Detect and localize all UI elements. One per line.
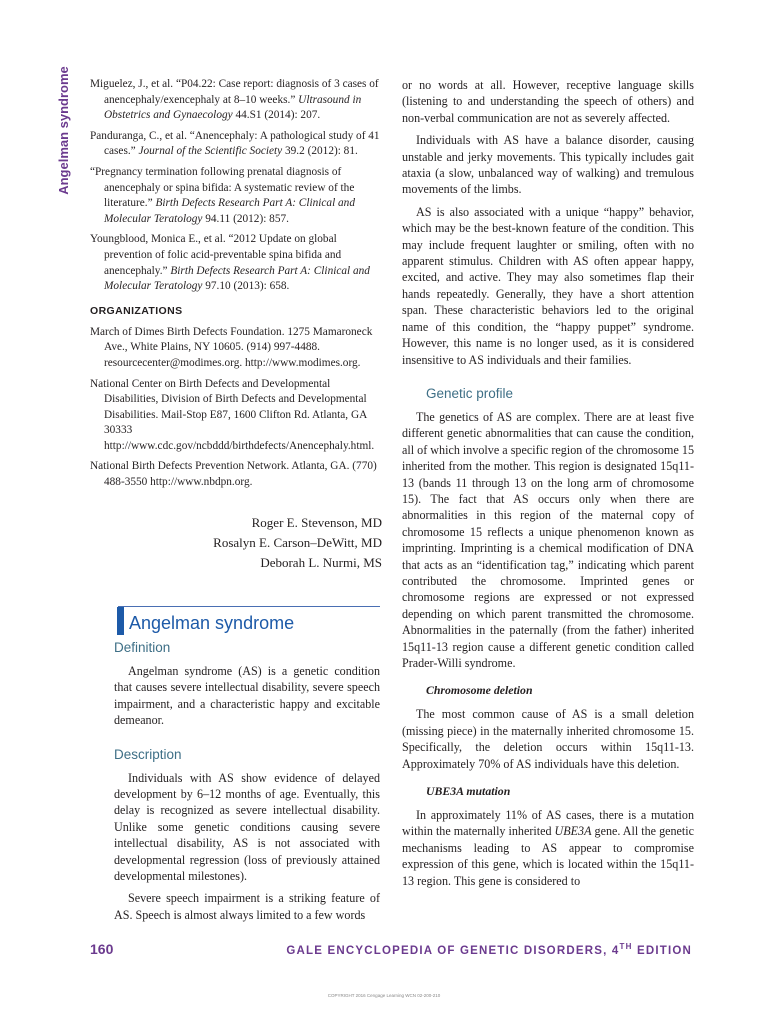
organizations-list [90, 325, 382, 491]
ube3a-heading: UBE3A mutation [426, 784, 511, 799]
definition-heading: Definition [114, 640, 171, 655]
side-running-head [52, 60, 74, 200]
body-paragraph: Individuals with AS have a balance disorder, causing unstable and jerky movements. This typically includes gait ataxia (a slow, unbalanced way of walking) and tremulous movements of the limbs. [402, 133, 694, 197]
article-body-left [114, 640, 380, 929]
article-title: Angelman syndrome [129, 613, 295, 633]
copyright-line: COPYRIGHT 2016 Cengage Learning WCN 02-200-210 [327, 993, 441, 998]
reference-journal: Birth Defects Research Part A: Clinical and Molecular Teratology [104, 197, 355, 225]
author-name: Rosalyn E. Carson–DeWitt, MD [213, 534, 382, 550]
organizations-heading: ORGANIZATIONS [90, 306, 183, 317]
continued-paragraph: or no words at all. However, receptive language skills (listening to and understanding the speech of others) and non-verbal communication are not as severely affected. [402, 78, 694, 125]
definition-paragraph: Angelman syndrome (AS) is a genetic condition that causes severe intellectual disability, severe speech impairment, and a characteristic happy and excitable demeanor. [114, 664, 380, 728]
book-title-text: GALE ENCYCLOPEDIA OF GENETIC DISORDERS, 4 [286, 944, 620, 957]
reference-item [90, 232, 382, 294]
book-title [286, 942, 692, 957]
author-name: Deborah L. Nurmi, MS [260, 554, 382, 570]
reference-journal: Birth Defects Research Part A: Clinical and Molecular Teratology [104, 264, 370, 293]
edition-word: EDITION [632, 944, 692, 957]
reference-citation: 39.2 (2012): 81. [282, 145, 358, 158]
reference-item [90, 165, 382, 227]
chromosome-deletion-heading: Chromosome deletion [426, 683, 533, 698]
reference-citation: 97.10 (2013): 658. [202, 280, 290, 293]
reference-citation: 94.11 (2012): 857. [202, 212, 289, 225]
genetic-profile-heading: Genetic profile [426, 385, 514, 401]
reference-citation: 44.S1 (2014): 207. [232, 109, 321, 122]
chromosome-deletion-paragraph: The most common cause of AS is a small deletion (missing piece) in the maternally inherited chromosome 15. Specifically, the deletion occurs within 15q11-13. Approximately 70% of AS individuals have this deletion. [402, 707, 694, 771]
side-running-head-text: Angelman syndrome [55, 65, 71, 195]
article-divider [118, 606, 380, 607]
reference-journal: Ultrasound in Obstetrics and Gynaecology [104, 93, 362, 122]
ube3a-gene-name: UBE3A [554, 824, 592, 839]
right-column [402, 77, 694, 895]
ube3a-text: In approximately 11% of AS cases, there is a mutation within the maternally inherited [402, 808, 694, 839]
page-number: 160 [90, 941, 114, 957]
description-paragraph: Individuals with AS show evidence of delayed development by 6–12 months of age. Eventually, this delay is recognized as severe intellectual disability. Unlike some genetic conditions causing severe intellectual disability, AS is not associated with developmental regression (loss of previously attained developmental milestones). [114, 770, 380, 884]
article-title-bar [117, 607, 124, 635]
reference-text: Miguelez, J., et al. “P04.22: Case report: diagnosis of 3 cases of anencephaly/exencephaly at 8–10 weeks.” [90, 78, 379, 106]
reference-journal: Journal of the Scientific Society [138, 145, 283, 158]
ube3a-paragraph [402, 807, 694, 889]
ube3a-text: gene. All the genetic mechanisms leading to AS appear to compromise expression of this gene, which is located within the 15q11-13 region. This gene is considered to [402, 824, 694, 888]
description-heading: Description [114, 746, 182, 762]
reference-text: “Pregnancy termination following prenatal diagnosis of anencephaly or spina bifida: A systematic review of the literature.” [90, 165, 355, 210]
description-paragraph: Severe speech impairment is a striking feature of AS. Speech is almost always limited to a few words [114, 891, 380, 922]
author-name: Roger E. Stevenson, MD [251, 514, 382, 530]
organization-item: National Birth Defects Prevention Network. Atlanta, GA. (770) 488-3550 http://www.nbdpn.org. [90, 460, 377, 489]
genetic-profile-paragraph: The genetics of AS are complex. There are at least five different genetic abnormalities that can cause the condition, all of which involve a specific region of the chromosome 15 inherited from the mother. This region is designated 15q11-13 (bands 11 through 13 on the long arm of chromosome 15). The fact that AS occurs only when there are abnormalities in this region of the maternal copy of chromosome 15 reflects a unique phenomenon known as imprinting. Imprinting is a chemical modification of DNA that acts as an “identification tag,” indicating which parent contributed the chromosome. Imprinted genes or chromosome regions are expressed or not expressed depending on which parent transmitted the chromosome. Abnormalities in the paternally (from the father) inherited 15q11-13 region cause a different genetic condition called Prader-Willi syndrome. [402, 409, 694, 670]
reference-item [90, 129, 382, 160]
organization-item: March of Dimes Birth Defects Foundation. 1275 Mamaroneck Ave., White Plains, NY 10605. (914) 997-4488. resourcecenter@modimes.org. http://www.modimes.org. [90, 325, 373, 369]
reference-item [90, 77, 382, 124]
references-list [90, 77, 382, 295]
reference-text: Panduranga, C., et al. “Anencephaly: A pathological study of 41 cases.” [90, 129, 380, 158]
organization-item: National Center on Birth Defects and Developmental Disabilities, Division of Birth Defects and Developmental Disabilities. Mail-Stop E87, 1600 Clifton Rd. Atlanta, GA 30333 http://www.cdc.gov/ncbddd/birthdefects/Anencephaly.html. [90, 377, 375, 452]
edition-superscript: TH [619, 942, 633, 951]
left-column [90, 77, 382, 573]
reference-text: Youngblood, Monica E., et al. “2012 Update on global prevention of folic acid-preventable spina bifida and anencephaly.” [90, 233, 342, 277]
body-paragraph: AS is also associated with a unique “happy” behavior, which may be the best-known feature of the condition. This may include frequent laughter or smiling, often with no apparent stimulus. Children with AS often appear happy, excited, and active. They may also sometimes flap their hands repeatedly. Generally, they have a short attention span. These characteristic behaviors led to the original name of this condition, the “happy puppet” syndrome. However, this name is no longer used, as it is considered insensitive to AS individuals and their families. [402, 204, 694, 367]
page-footer [0, 941, 768, 961]
authors-block [90, 513, 382, 573]
